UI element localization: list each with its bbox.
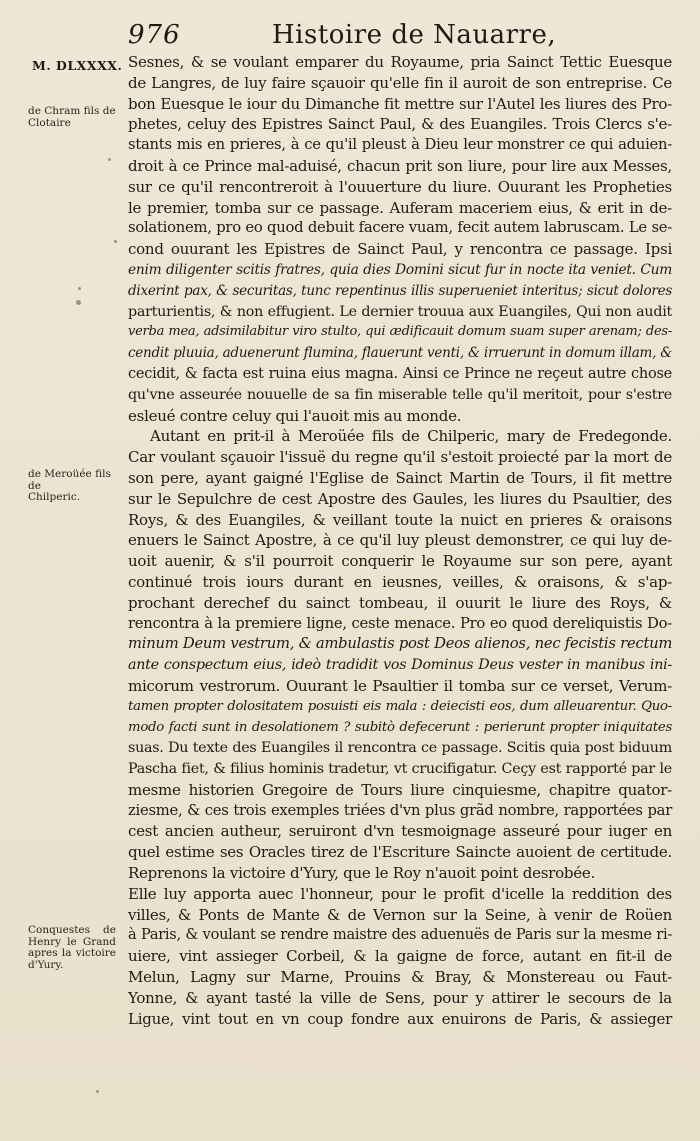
text-line: bon Euesque le iour du Dimanche fit mettre sur l'Autel les liures des Pro- — [128, 94, 672, 113]
text-line: dixerint pax, & securitas, tunc repentinus illis superueniet interitus; sicut dolores — [128, 282, 672, 299]
ink-speck — [76, 300, 81, 305]
margin-note-line: d'Yury. — [28, 958, 64, 971]
text-line: quel estime ses Oracles tirez de l'Escriture Saincte auoient de certitude. — [128, 843, 672, 862]
text-line: esleué contre celuy qui l'auoit mis au monde. — [128, 406, 462, 425]
text-line: parturientis, & non effugient. Le dernier trouua aux Euangiles, Qui non audit — [128, 303, 672, 320]
text-line: Elle luy apporta auec l'honneur, pour le profit d'icelle la reddition des — [128, 884, 672, 903]
text-line: Roys, & des Euangiles, & veillant toute la nuict en prieres & oraisons — [128, 510, 672, 529]
text-line: ziesme, & ces trois exemples triées d'vn plus grãd nombre, rapportées par — [128, 801, 672, 819]
text-line: prochant derechef du sainct tombeau, il ouurit le liure des Roys, & — [128, 593, 672, 612]
text-line: enuers le Sainct Apostre, à ce qu'il luy pleust demonstrer, ce qui luy de- — [128, 531, 672, 550]
margin-note-line: apres la victoire — [28, 947, 116, 959]
text-line: Melun, Lagny sur Marne, Prouins & Bray, & Monstereau ou Faut- — [128, 968, 672, 987]
margin-note-line: Henry le Grand — [28, 935, 116, 948]
text-line: cecidit, & facta est ruina eius magna. Ainsi ce Prince ne reçeut autre chose — [128, 365, 672, 382]
margin-note-line: Clotaire — [28, 116, 71, 129]
ink-speck — [108, 158, 111, 161]
ink-speck — [114, 240, 117, 243]
margin-note-conquestes — [28, 925, 116, 971]
text-line: uiere, vint assieger Corbeil, & la gaigne de force, autant en fit-il de — [128, 947, 672, 966]
text-line: ante conspectum eius, ideò tradidit vos Dominus Deus vester in manibus ini- — [128, 657, 672, 674]
text-line: micorum vestrorum. Ouurant le Psaultier il tomba sur ce verset, Verum- — [128, 676, 672, 695]
text-line: mesme historien Gregoire de Tours liure cinquiesme, chapitre quator- — [128, 780, 672, 799]
text-line: Sesnes, & se voulant emparer du Royaume, pria Sainct Tettic Euesque — [128, 53, 672, 71]
text-line: minum Deum vestrum, & ambulastis post Deos alienos, nec fecistis rectum — [128, 635, 673, 653]
text-line: phetes, celuy des Epistres Sainct Paul, & des Euangiles. Trois Clercs s'e- — [128, 115, 672, 134]
margin-note-line: de Chram fils de — [28, 105, 116, 117]
text-line: cond ouurant les Epistres de Sainct Paul, y rencontra ce passage. Ipsi — [128, 240, 672, 259]
margin-note-line: Chilperic. — [28, 491, 81, 503]
text-line: uoit auenir, & s'il pourroit conquerir le Royaume sur son pere, ayant — [128, 552, 672, 571]
text-line: à Paris, & voulant se rendre maistre des aduenuës de Paris sur la mesme ri- — [128, 927, 672, 944]
text-line: verba mea, adsimilabitur viro stulto, qui ædificauit domum suam super arenam; des- — [128, 324, 672, 340]
text-line: cest ancien autheur, seruiront d'vn tesmoignage asseuré pour iuger en — [128, 822, 672, 841]
text-line: son pere, ayant gaigné l'Eglise de Sainct Martin de Tours, il fit mettre — [128, 468, 672, 487]
text-line: Reprenons la victoire d'Yury, que le Roy n'auoit point desrobée. — [128, 864, 595, 883]
text-line: Car voulant sçauoir l'issuë du regne qu'il s'estoit proiecté par la mort de — [128, 448, 672, 467]
margin-note-merouee — [28, 469, 122, 504]
text-line: qu'vne asseurée nouuelle de sa fin miserable telle qu'il meritoit, pour s'estre — [128, 386, 672, 403]
text-line: Pascha fiet, & filius hominis tradetur, vt crucifigatur. Ceçy est rapporté par le — [128, 761, 672, 778]
ink-speck — [96, 1090, 99, 1093]
text-line: solationem, pro eo quod debuit facere vuam, fecit autem labruscam. Le se- — [128, 219, 672, 237]
text-line: Ligue, vint tout en vn coup fondre aux enuirons de Paris, & assieger — [128, 1009, 672, 1028]
text-line: Autant en prit-il à Meroüée fils de Chilperic, mary de Fredegonde. — [150, 427, 672, 446]
body-text — [128, 52, 672, 1029]
text-line: le premier, tomba sur ce passage. Auferam maceriem eius, & erit in de- — [128, 198, 672, 217]
text-line: sur le Sepulchre de cest Apostre des Gaules, les liures du Psaultier, des — [128, 489, 672, 508]
text-line: sur ce qu'il rencontreroit à l'ouuerture du liure. Ouurant les Propheties — [128, 177, 672, 196]
margin-note-chram — [28, 106, 122, 129]
text-line: suas. Du texte des Euangiles il rencontra ce passage. Scitis quia post biduum — [128, 740, 672, 757]
page-header — [0, 18, 700, 52]
text-line: Yonne, & ayant tasté la ville de Sens, pour y attirer le secours de la — [128, 988, 672, 1007]
margin-note-line: de Meroüée fils de — [28, 468, 111, 492]
running-title: Histoire de Nauarre, — [272, 20, 557, 50]
ink-speck — [78, 287, 81, 290]
margin-note-line: Conquestes de — [28, 924, 116, 936]
text-line: cendit pluuia, aduenerunt flumina, flauerunt venti, & irruerunt in domum illam, & — [128, 345, 672, 362]
page-number: 976 — [128, 20, 181, 50]
text-line: droit à ce Prince mal-aduisé, chacun prit son liure, pour lire aux Messes, — [128, 156, 672, 175]
text-line: continué trois iours durant en ieusnes, veilles, & oraisons, & s'ap- — [128, 572, 672, 591]
year-mark: M. DLXXXX. — [32, 58, 123, 73]
text-line: tamen propter dolositatem posuisti eis mala : deiecisti eos, dum alleuarentur. Quo- — [128, 698, 672, 714]
text-line: modo facti sunt in desolationem ? subitò defecerunt : perierunt propter iniquitates — [128, 719, 672, 735]
text-line: de Langres, de luy faire sçauoir qu'elle fin il auroit de son entreprise. Ce — [128, 73, 672, 92]
text-line: villes, & Ponts de Mante & de Vernon sur la Seine, à venir de Roüen — [128, 905, 672, 924]
text-line: stants mis en prieres, à ce qu'il pleust à Dieu leur monstrer ce qui aduien- — [128, 136, 672, 154]
text-line: rencontra à la premiere ligne, ceste menace. Pro eo quod dereliquistis Do- — [128, 614, 672, 632]
text-line: enim diligenter scitis fratres, quia dies Domini sicut fur in nocte ita veniet. Cum — [128, 261, 672, 278]
